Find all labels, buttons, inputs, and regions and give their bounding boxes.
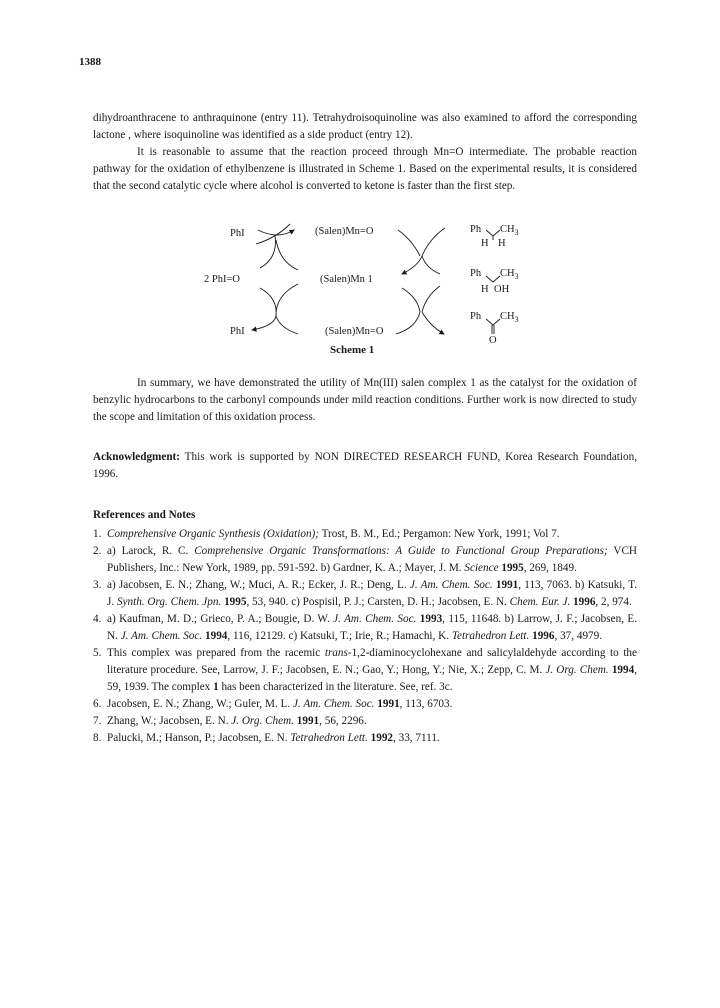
cycle-curve: [276, 316, 298, 334]
reference-item: [93, 543, 637, 577]
structure-ch3: $CH_3$: [500, 268, 519, 281]
reference-item: [93, 526, 637, 543]
structure-h: H: [498, 238, 506, 249]
cycle-curve: [402, 256, 422, 274]
reference-text: 1991: [377, 698, 400, 710]
structure-ph: Ph: [470, 268, 482, 279]
cycle-curve: [422, 286, 440, 312]
reference-text: 1991: [296, 715, 320, 727]
acknowledgment-text: This work is supported by NON DIRECTED RESEARCH FUND, Korea Research Foundation, 1996.: [93, 451, 637, 480]
cycle-curve: [276, 284, 298, 312]
reference-text: has been characterized in the literature. See, ref. 3c.: [218, 681, 453, 693]
reference-number: 6.: [93, 698, 102, 710]
reference-text: 1995: [501, 562, 524, 574]
cycle-curve: [260, 288, 276, 316]
reference-text: J. Org. Chem.: [231, 715, 294, 727]
reference-number: 1.: [93, 528, 102, 540]
reference-number: 3.: [93, 579, 102, 591]
scheme-left-top: PhI: [230, 228, 245, 239]
reference-text: 1996: [532, 630, 555, 642]
reference-text: 1996: [573, 596, 596, 608]
reference-text: 1995: [224, 596, 247, 608]
acknowledgment-title: Acknowledgment:: [93, 451, 181, 463]
cycle-curve: [276, 240, 298, 270]
reference-text: Chem. Eur. J.: [509, 596, 571, 608]
paragraph-summary-text: In summary, we have demonstrated the utility of Mn(III) salen complex 1 as the catalyst for the oxidation of benzylic hydrocarbons to the carbonyl compounds under mild reaction conditions. Further work is now directed to study the scope and limitation of this oxidation process.: [93, 377, 637, 423]
reference-text: Comprehensive Organic Synthesis (Oxidation);: [107, 528, 319, 540]
reference-item: [93, 645, 637, 696]
reference-number: 5.: [93, 647, 102, 659]
cycle-curve: [402, 288, 420, 312]
paragraph-line: dihydroanthracene to anthraquinone (entry 11). Tetrahydroisoquinoline was also examined to afford the corresponding lactone , where isoquinoline was identified as a side product (entry 12).: [93, 112, 637, 141]
reference-text: J. Org. Chem.: [545, 664, 609, 676]
reference-text: 1: [213, 681, 219, 693]
reference-number: 8.: [93, 732, 102, 744]
reference-text: , 33, 7111.: [393, 732, 440, 744]
reference-number: 7.: [93, 715, 102, 727]
reference-text: , 116, 12129. c) Katsuki, T.; Irie, R.; Hamachi, K.: [227, 630, 452, 642]
bond-line: [492, 325, 494, 334]
acknowledgment: [93, 449, 637, 483]
reference-text: a) Larock, R. C.: [107, 545, 195, 557]
reference-text: 1991: [495, 579, 519, 591]
reference-item: [93, 730, 637, 747]
reference-text: 1992: [370, 732, 394, 744]
reference-text: Zhang, W.; Jacobsen, E. N.: [107, 715, 232, 727]
reference-text: J. Am. Chem. Soc.: [409, 579, 493, 591]
structure-o: O: [489, 335, 497, 346]
reference-text: , 115, 11648. b) Larrow, J. F.; Jacobsen, E. N.: [107, 613, 638, 642]
reference-text: trans: [324, 647, 348, 659]
structure-h: H: [481, 238, 489, 249]
reference-text: J. Am. Chem. Soc.: [292, 698, 375, 710]
reference-number: 4.: [93, 613, 102, 625]
scheme-center-bottom: (Salen)Mn=O: [325, 326, 384, 337]
bond-line: [486, 276, 500, 282]
reference-text: 1994: [205, 630, 228, 642]
references-title: References and Notes: [93, 509, 196, 521]
cycle-curve: [422, 228, 445, 256]
reference-text: Jacobsen, E. N.; Zhang, W.; Guler, M. L.: [107, 698, 293, 710]
cycle-curve: [252, 316, 276, 330]
reference-text: a) Kaufman, M. D.; Grieco, P. A.; Bougie, D. W.: [107, 613, 334, 625]
bond-line: [486, 230, 500, 236]
structure-h: H: [481, 284, 489, 295]
reference-text: , 113, 6703.: [399, 698, 453, 710]
reference-text: Trost, B. M., Ed.; Pergamon: New York, 1991; Vol 7.: [319, 528, 560, 540]
structure-ch3: $CH_3$: [500, 224, 519, 237]
scheme-title: Scheme 1: [330, 344, 375, 356]
structure-ph: Ph: [470, 311, 482, 322]
reference-text: Palucki, M.; Hanson, P.; Jacobsen, E. N.: [107, 732, 291, 744]
page-number: 1388: [79, 56, 101, 68]
reference-text: Comprehensive Organic Transformations: A Guide to Functional Group Preparations;: [194, 545, 608, 557]
scheme-1-diagram: [190, 216, 550, 361]
scheme-center-top: (Salen)Mn=O: [315, 226, 374, 237]
cycle-curve: [398, 230, 420, 256]
reference-text: Science: [464, 562, 499, 574]
reference-item: [93, 577, 637, 611]
reference-text: This complex was prepared from the racemic: [107, 647, 325, 659]
cycle-curve: [396, 312, 420, 334]
cycle-curve: [258, 230, 294, 235]
references-section: [93, 507, 637, 747]
reference-text: Tetrahedron Lett.: [290, 732, 368, 744]
reference-text: Tetrahedron Lett.: [451, 630, 530, 642]
paragraph-mechanism: It is reasonable to assume that the reaction proceed through Mn=O intermediate. The probable reaction pathway for the oxidation of ethylbenzene is illustrated in Scheme 1. Based on the experimental results, it is considered that the second catalytic cycle where alcohol is converted to ketone is faster than the first step.: [93, 146, 637, 192]
structure-oh: OH: [494, 284, 510, 295]
scheme-left-mid: 2 PhI=O: [204, 274, 240, 285]
reference-text: Synth. Org. Chem. Jpn.: [116, 596, 222, 608]
scheme-left-bottom: PhI: [230, 326, 245, 337]
scheme-center-mid: (Salen)Mn 1: [320, 274, 373, 285]
bond-line: [486, 319, 500, 325]
cycle-curve: [422, 312, 444, 334]
reference-text: a) Jacobsen, E. N.; Zhang, W.; Muci, A. R.; Ecker, J. R.; Deng, L.: [107, 579, 410, 591]
paragraph-intro: [93, 110, 637, 195]
reference-text: 1994: [611, 664, 635, 676]
paragraph-summary: [93, 375, 637, 426]
structure-ch3: $CH_3$: [500, 311, 519, 324]
reference-text: , 2, 974.: [595, 596, 632, 608]
reference-text: J. Am. Chem. Soc.: [120, 630, 203, 642]
reference-text: , 59, 1939. The complex: [107, 664, 637, 693]
structure-ph: Ph: [470, 224, 482, 235]
reference-text: , 269, 1849.: [523, 562, 577, 574]
reference-text: VCH Publishers, Inc.: New York, 1989, pp. 591-592. b) Gardner, K. A.; Mayer, J. M.: [107, 545, 637, 574]
reference-item: [93, 696, 637, 713]
reference-text: , 56, 2296.: [319, 715, 367, 727]
reference-number: 2.: [93, 545, 102, 557]
reference-text: -1,2-diaminocyclohexane and salicylaldehyde according to the literature procedure. See, Larrow, J. F.; Jacobsen, E. N.; Gao, Y.; Hong, Y.; Nie, X.; Zepp, C. M.: [107, 647, 637, 676]
reference-text: , 113, 7063. b) Katsuki, T. J.: [107, 579, 638, 608]
reference-item: [93, 611, 637, 645]
cycle-curve: [422, 256, 440, 274]
references-list: [93, 526, 637, 747]
reference-item: [93, 713, 637, 730]
cycle-curve: [260, 236, 275, 268]
reference-text: J. Am. Chem. Soc.: [333, 613, 417, 625]
reference-text: 1993: [419, 613, 443, 625]
reference-text: , 53, 940. c) Pospisil, P. J.; Carsten, D. H.; Jacobsen, E. N.: [246, 596, 510, 608]
reference-text: , 37, 4979.: [554, 630, 603, 642]
